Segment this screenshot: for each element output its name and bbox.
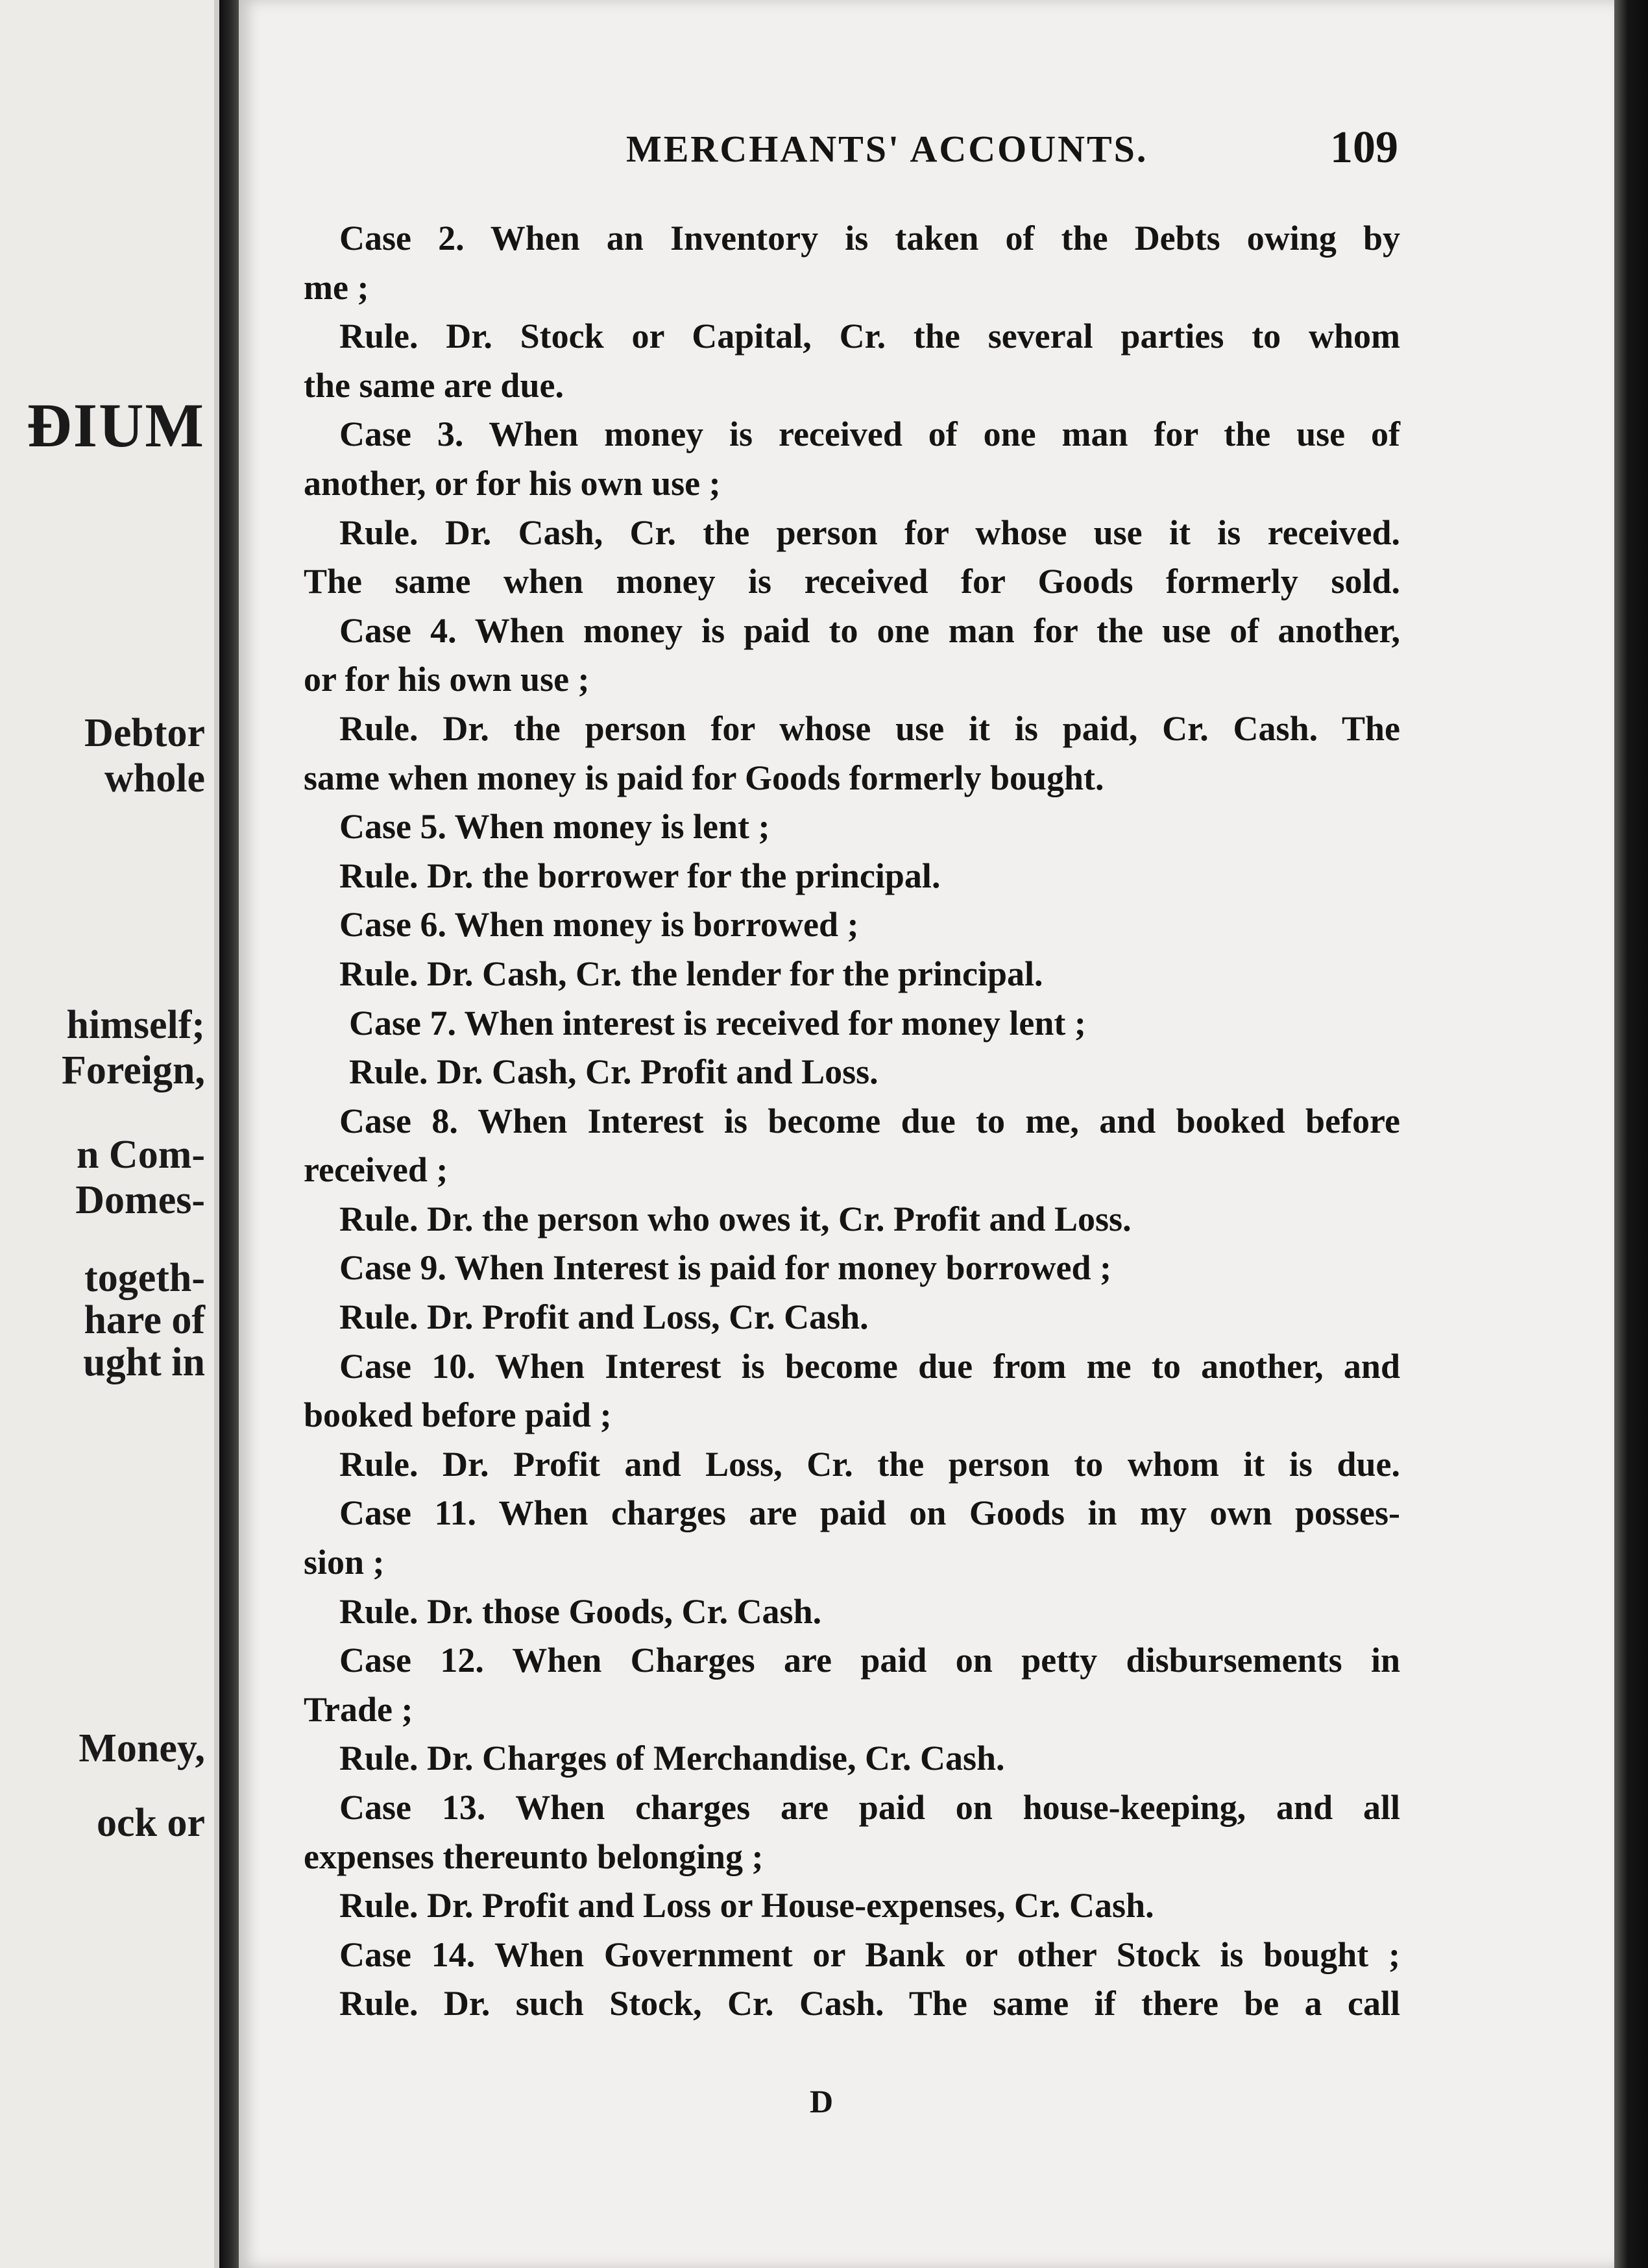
continuation-line: sion ; [304,1543,385,1582]
rule-line: Rule. Dr. such Stock, Cr. Cash. The same if there be a call [339,1984,1400,2023]
case-line: Case 12. When Charges are paid on petty disbursements in [339,1641,1400,1680]
case-line: Case 9. When Interest is paid for money borrowed ; [339,1248,1112,1288]
case-line: Case 8. When Interest is become due to me, and booked before [339,1101,1400,1140]
facing-page-text: Money, [79,1726,205,1770]
facing-page-text: himself; [66,1003,205,1047]
case-line: Case 14. When Government or Bank or other Stock is bought ; [339,1935,1400,1974]
facing-page-text: ock or [96,1801,205,1845]
signature-mark: D [810,2083,834,2119]
continuation-line: same when money is paid for Goods formerly bought. [304,758,1104,797]
running-head [386,123,1398,186]
facing-page-text: ĐIUM [27,391,205,460]
rule-line: Rule. Dr. the person who owes it, Cr. Profit and Loss. [339,1199,1132,1238]
facing-page-text: hare of [84,1298,205,1342]
facing-page-text: Debtor [84,711,205,755]
continuation-line: booked before paid ; [304,1395,612,1435]
page-edge-shadow [1614,0,1648,2268]
case-line: Case 4. When money is paid to one man for the use of another, [339,610,1400,650]
book-gutter [219,0,239,2268]
continuation-line: me ; [304,267,369,307]
rule-line: Rule. Dr. Stock or Capital, Cr. the several parties to whom [339,317,1400,356]
rule-line: Rule. Dr. those Goods, Cr. Cash. [339,1591,822,1631]
rule-line: Rule. Dr. Profit and Loss or House-expenses, Cr. Cash. [339,1886,1154,1925]
facing-page-text: Foreign, [62,1048,205,1092]
case-line: Case 7. When interest is received for money lent ; [349,1003,1086,1043]
facing-page-text: whole [104,756,205,801]
facing-page-text: togeth- [84,1256,205,1300]
rule-line: Rule. Dr. Cash, Cr. Profit and Loss. [349,1052,879,1092]
continuation-line: or for his own use ; [304,660,590,699]
continuation-line: received ; [304,1150,448,1190]
facing-page-fragment [0,0,219,2268]
facing-page-text: n Com- [76,1133,205,1177]
continuation-line: Trade ; [304,1689,413,1729]
continuation-line: another, or for his own use ; [304,463,721,503]
case-line: Case 13. When charges are paid on house-keeping, and all [339,1788,1400,1827]
facing-page-text: Domes- [75,1178,205,1222]
rule-line: Rule. Dr. Cash, Cr. the person for whose use it is received. [339,513,1400,552]
continuation-line: The same when money is received for Goods formerly sold. [304,562,1400,601]
case-line: Case 6. When money is borrowed ; [339,905,859,945]
case-line: Case 10. When Interest is become due from me to another, and [339,1346,1400,1386]
continuation-line: the same are due. [304,365,564,405]
continuation-line: expenses thereunto belonging ; [304,1837,764,1876]
case-line: Case 5. When money is lent ; [339,807,770,847]
rule-line: Rule. Dr. Cash, Cr. the lender for the principal. [339,954,1043,993]
rule-line: Rule. Dr. Profit and Loss, Cr. Cash. [339,1297,869,1337]
running-title: MERCHANTS' ACCOUNTS. [626,128,1148,170]
rule-line: Rule. Dr. the borrower for the principal. [339,856,941,895]
body-text [304,214,1400,2029]
rule-line: Rule. Dr. Profit and Loss, Cr. the person to whom it is due. [339,1444,1400,1484]
rule-line: Rule. Dr. the person for whose use it is paid, Cr. Cash. The [339,708,1400,748]
facing-page-text: ught in [83,1340,205,1384]
page-number: 109 [1330,123,1398,173]
rule-line: Rule. Dr. Charges of Merchandise, Cr. Cash. [339,1739,1005,1778]
case-line: Case 2. When an Inventory is taken of the Debts owing by [339,219,1400,258]
case-line: Case 11. When charges are paid on Goods in my own posses- [339,1493,1400,1533]
case-line: Case 3. When money is received of one man for the use of [339,415,1400,454]
